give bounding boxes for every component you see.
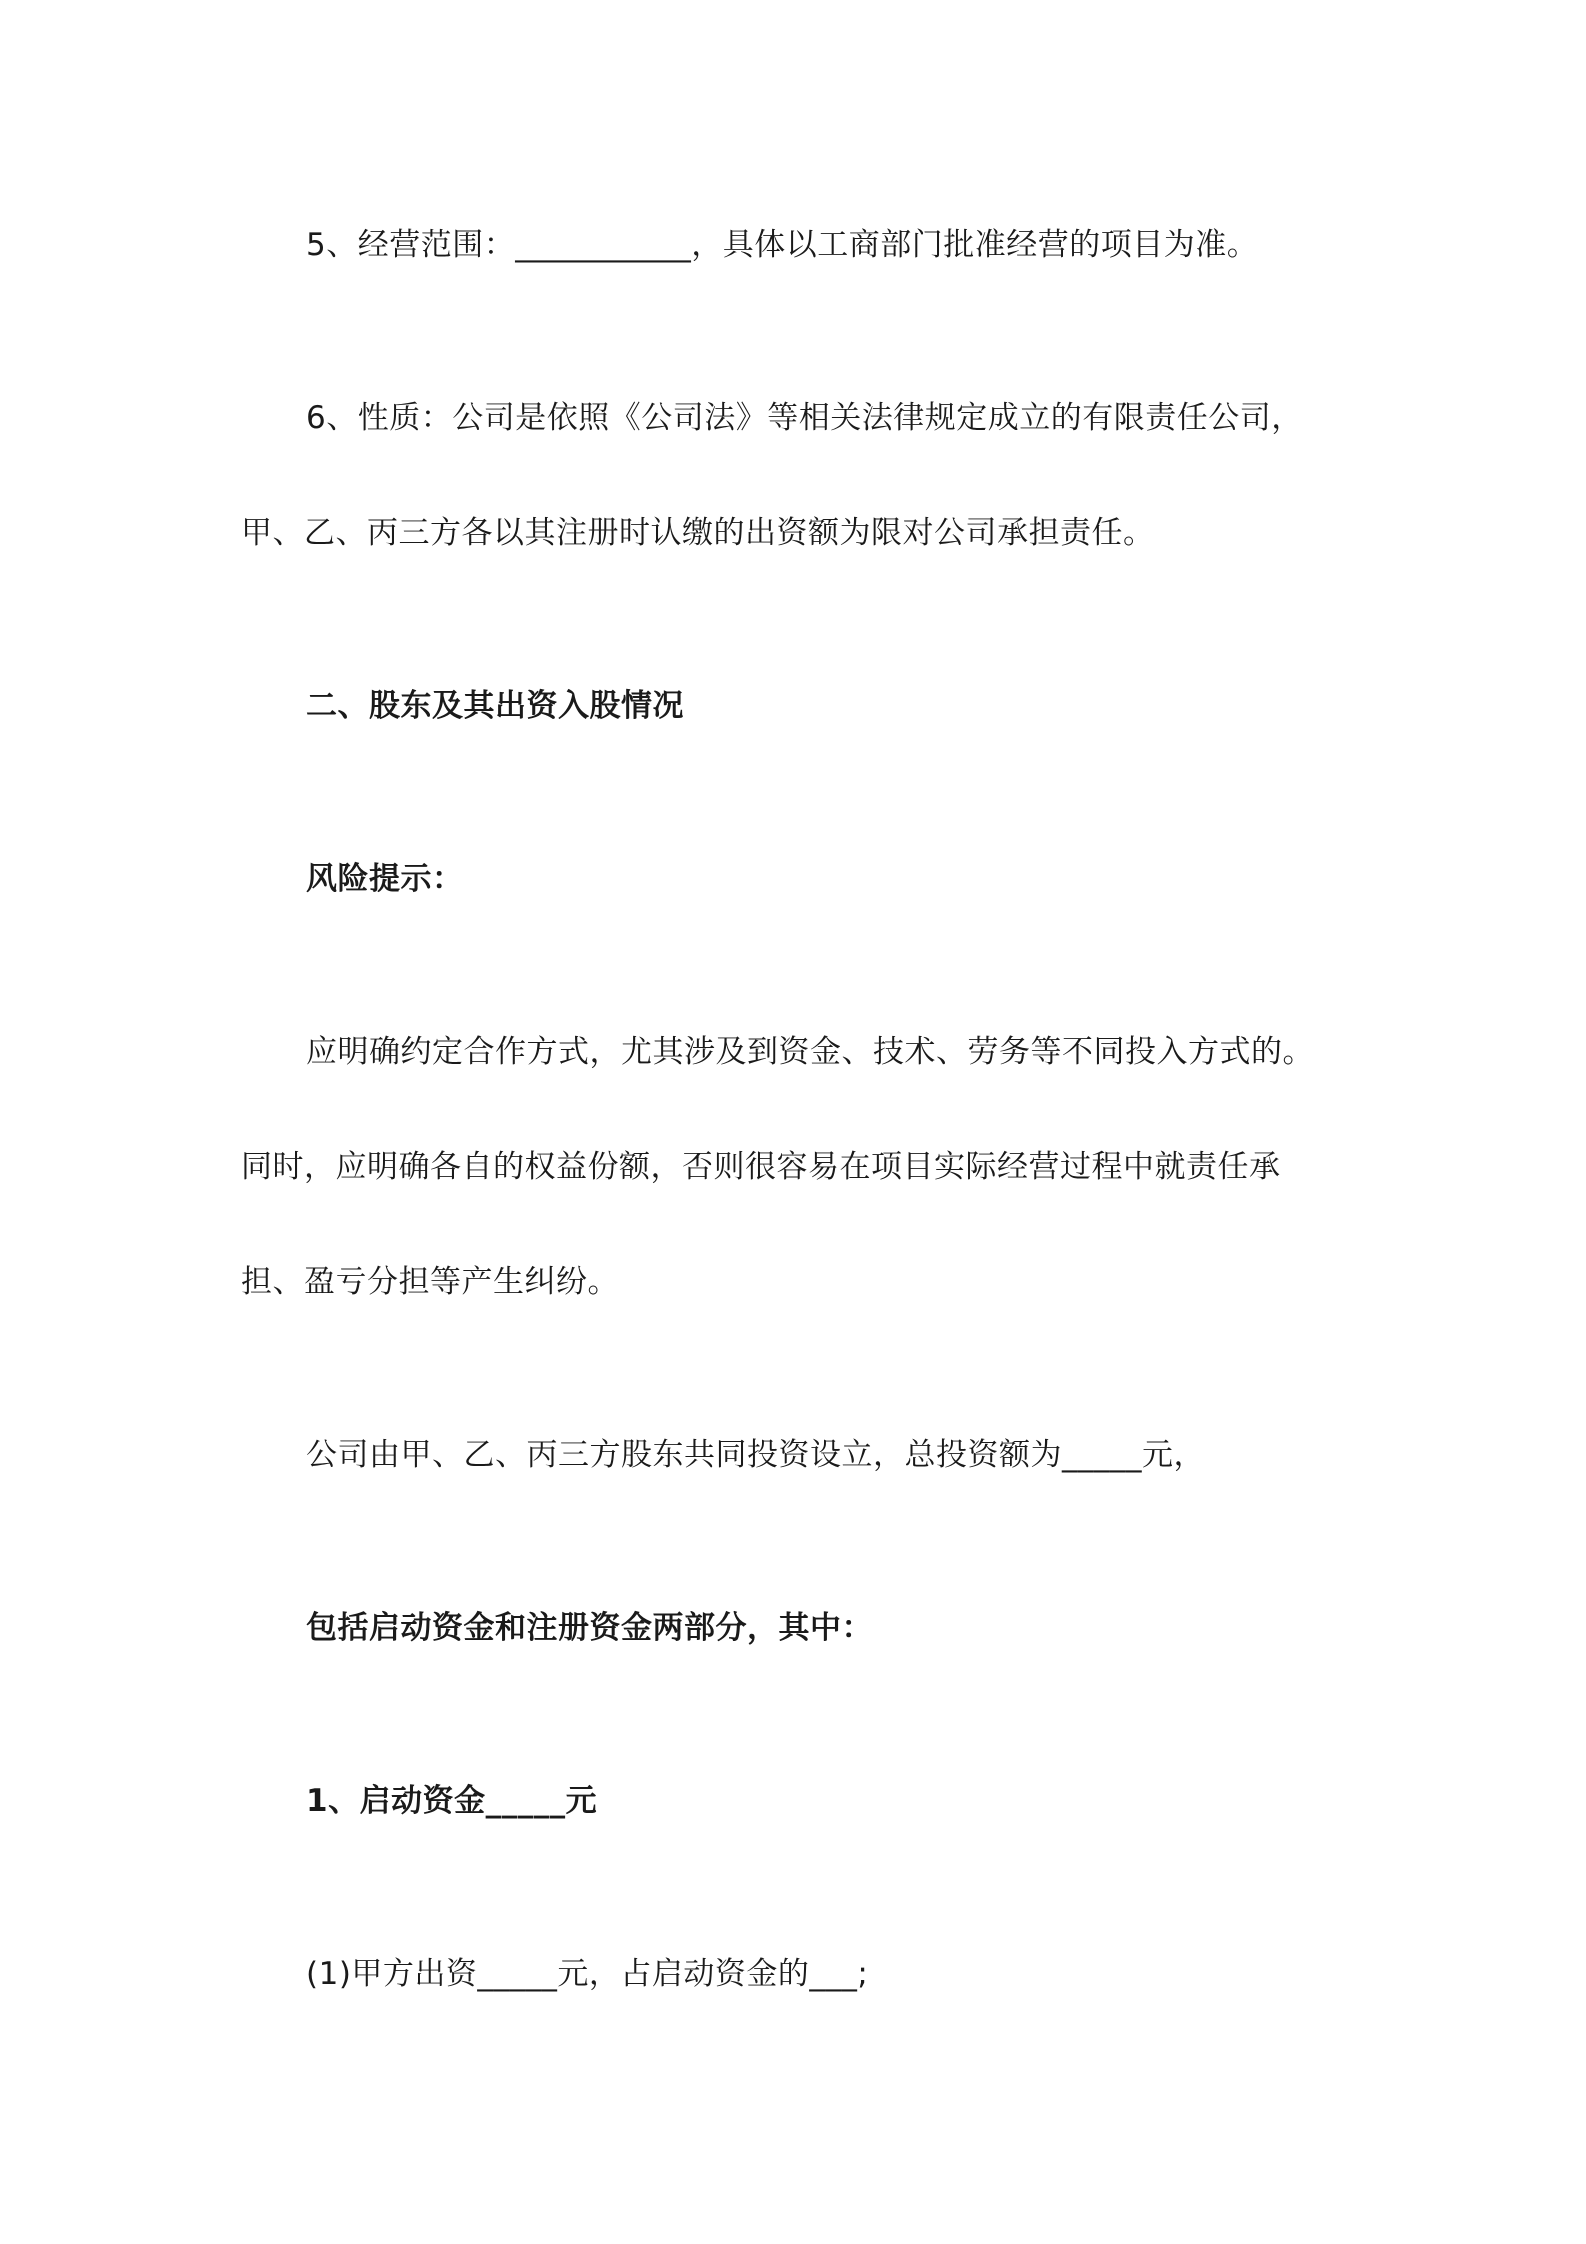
capital-parts-line: 包括启动资金和注册资金两部分，其中：: [306, 1610, 873, 1646]
total-investment-line: 公司由甲、乙、丙三方股东共同投资设立，总投资额为_____元，: [306, 1437, 1205, 1473]
business-scope-line: 5、经营范围：___________，具体以工商部门批准经营的项目为准。: [306, 227, 1259, 263]
risk-tip-line-2: 同时，应明确各自的权益份额，否则很容易在项目实际经营过程中就责任承: [241, 1149, 1281, 1185]
risk-tip-heading: 风险提示：: [306, 861, 464, 897]
startup-capital-line: 1、启动资金_____元: [306, 1783, 598, 1819]
party-a-contribution-line: (1)甲方出资_____元，占启动资金的___;: [306, 1956, 869, 1992]
section-two-heading: 二、股东及其出资入股情况: [306, 688, 684, 724]
nature-line-2: 甲、乙、丙三方各以其注册时认缴的出资额为限对公司承担责任。: [241, 515, 1155, 551]
risk-tip-line-1: 应明确约定合作方式，尤其涉及到资金、技术、劳务等不同投入方式的。: [306, 1034, 1314, 1070]
risk-tip-line-3: 担、盈亏分担等产生纠纷。: [241, 1264, 619, 1300]
nature-line-1: 6、性质：公司是依照《公司法》等相关法律规定成立的有限责任公司，: [306, 400, 1303, 436]
